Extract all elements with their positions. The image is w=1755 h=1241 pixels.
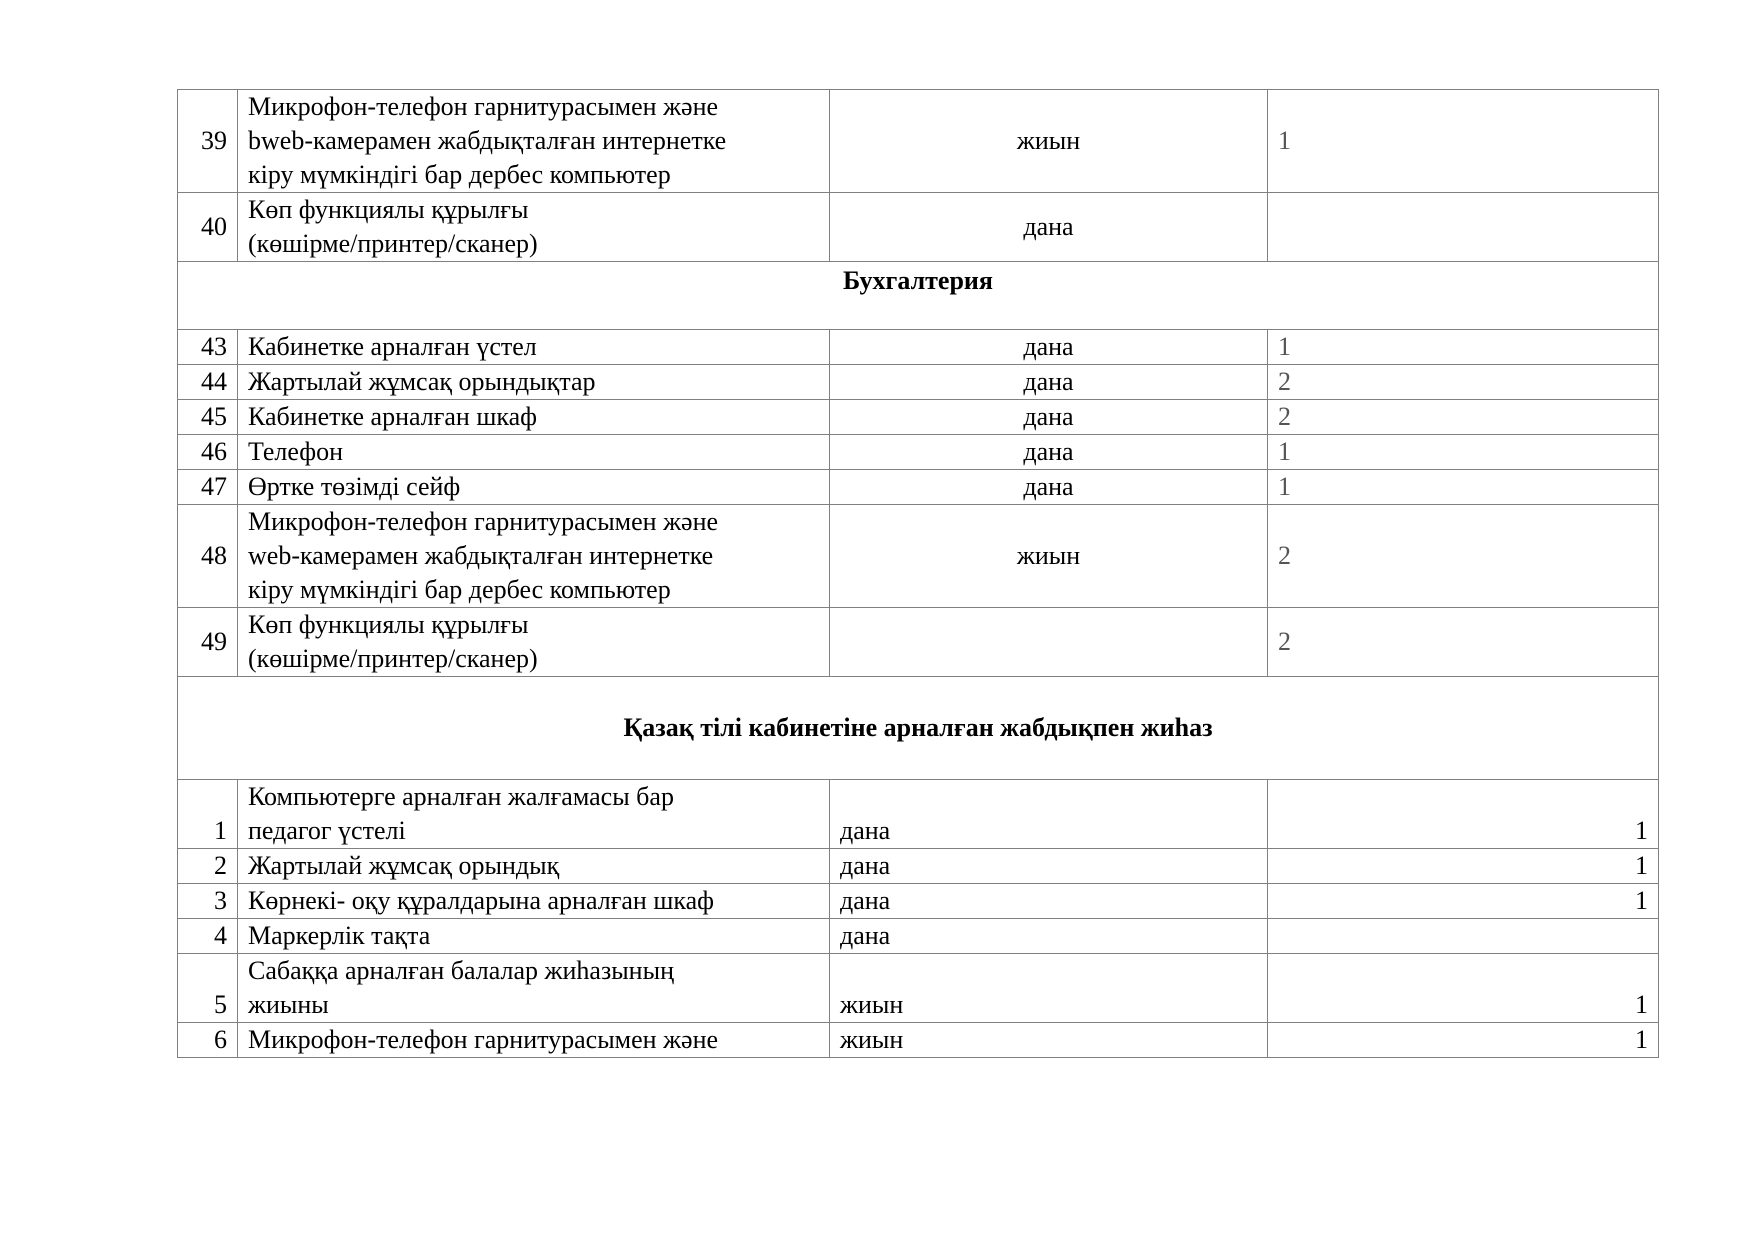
row-number: 45 — [178, 400, 238, 435]
row-number: 5 — [178, 954, 238, 1023]
item-name: Көрнекі- оқу құралдарына арналған шкаф — [238, 884, 830, 919]
table-row — [178, 365, 1659, 400]
unit-cell: дана — [830, 849, 1268, 884]
item-name-line: bweb-камерамен жабдықталған интернетке — [248, 126, 727, 155]
quantity-cell: 1 — [1268, 90, 1659, 193]
table-row — [178, 780, 1659, 849]
unit-cell: дана — [830, 919, 1268, 954]
equipment-table — [177, 89, 1659, 1058]
row-number: 43 — [178, 330, 238, 365]
quantity-cell — [1268, 193, 1659, 262]
item-name: Жартылай жұмсақ орындықтар — [238, 365, 830, 400]
table-row — [178, 400, 1659, 435]
row-number: 6 — [178, 1023, 238, 1058]
item-name-line: Сабаққа арналған балалар жиһазының — [248, 956, 674, 985]
unit-cell: жиын — [830, 90, 1268, 193]
item-name-line: жиыны — [248, 990, 329, 1019]
table-row — [178, 470, 1659, 505]
table-row — [178, 954, 1659, 1023]
item-name — [238, 954, 830, 1023]
unit-cell: дана — [830, 193, 1268, 262]
unit-cell: дана — [830, 365, 1268, 400]
section-title: Қазақ тілі кабинетіне арналған жабдықпен жиһаз — [178, 677, 1659, 780]
item-name: Кабинетке арналған шкаф — [238, 400, 830, 435]
unit-cell: дана — [830, 470, 1268, 505]
quantity-cell: 1 — [1268, 1023, 1659, 1058]
item-name-line: (көшірме/принтер/сканер) — [248, 229, 538, 258]
item-name-line: Микрофон-телефон гарнитурасымен және — [248, 92, 719, 121]
row-number: 47 — [178, 470, 238, 505]
table-row — [178, 849, 1659, 884]
section-title: Бухгалтерия — [178, 262, 1659, 330]
item-name-line: Микрофон-телефон гарнитурасымен және — [248, 507, 719, 536]
row-number: 2 — [178, 849, 238, 884]
quantity-cell: 1 — [1268, 435, 1659, 470]
item-name-line: Көп функциялы құрылғы — [248, 610, 529, 639]
unit-cell: жиын — [830, 505, 1268, 608]
unit-cell: жиын — [830, 954, 1268, 1023]
quantity-cell — [1268, 919, 1659, 954]
table-row — [178, 505, 1659, 608]
row-number: 49 — [178, 608, 238, 677]
section-header-row — [178, 677, 1659, 780]
item-name-line: (көшірме/принтер/сканер) — [248, 644, 538, 673]
row-number: 39 — [178, 90, 238, 193]
item-name: Өртке төзімді сейф — [238, 470, 830, 505]
row-number: 48 — [178, 505, 238, 608]
row-number: 3 — [178, 884, 238, 919]
unit-cell: дана — [830, 435, 1268, 470]
item-name: Маркерлік тақта — [238, 919, 830, 954]
table-row — [178, 90, 1659, 193]
row-number: 44 — [178, 365, 238, 400]
unit-cell: дана — [830, 780, 1268, 849]
item-name: Жартылай жұмсақ орындық — [238, 849, 830, 884]
item-name — [238, 193, 830, 262]
table-row — [178, 193, 1659, 262]
table-row — [178, 919, 1659, 954]
quantity-cell: 1 — [1268, 849, 1659, 884]
quantity-cell: 1 — [1268, 780, 1659, 849]
unit-cell — [830, 608, 1268, 677]
quantity-cell: 2 — [1268, 365, 1659, 400]
quantity-cell: 1 — [1268, 884, 1659, 919]
table-row — [178, 330, 1659, 365]
unit-cell: дана — [830, 330, 1268, 365]
row-number: 40 — [178, 193, 238, 262]
table-row — [178, 435, 1659, 470]
quantity-cell: 1 — [1268, 330, 1659, 365]
item-name-line: Компьютерге арналған жалғамасы бар — [248, 782, 674, 811]
item-name — [238, 780, 830, 849]
item-name: Микрофон-телефон гарнитурасымен және — [238, 1023, 830, 1058]
row-number: 46 — [178, 435, 238, 470]
quantity-cell: 1 — [1268, 954, 1659, 1023]
unit-cell: дана — [830, 884, 1268, 919]
item-name — [238, 608, 830, 677]
row-number: 4 — [178, 919, 238, 954]
item-name-line: кіру мүмкіндігі бар дербес компьютер — [248, 160, 671, 189]
quantity-cell: 1 — [1268, 470, 1659, 505]
table-row — [178, 608, 1659, 677]
item-name — [238, 90, 830, 193]
table-row — [178, 1023, 1659, 1058]
quantity-cell: 2 — [1268, 505, 1659, 608]
item-name-line: Көп функциялы құрылғы — [248, 195, 529, 224]
item-name-line: кіру мүмкіндігі бар дербес компьютер — [248, 575, 671, 604]
item-name — [238, 505, 830, 608]
item-name: Кабинетке арналған үстел — [238, 330, 830, 365]
table-row — [178, 884, 1659, 919]
item-name: Телефон — [238, 435, 830, 470]
quantity-cell: 2 — [1268, 400, 1659, 435]
unit-cell: жиын — [830, 1023, 1268, 1058]
row-number: 1 — [178, 780, 238, 849]
quantity-cell: 2 — [1268, 608, 1659, 677]
unit-cell: дана — [830, 400, 1268, 435]
section-header-row — [178, 262, 1659, 330]
item-name-line: педагог үстелі — [248, 816, 406, 845]
item-name-line: web-камерамен жабдықталған интернетке — [248, 541, 714, 570]
